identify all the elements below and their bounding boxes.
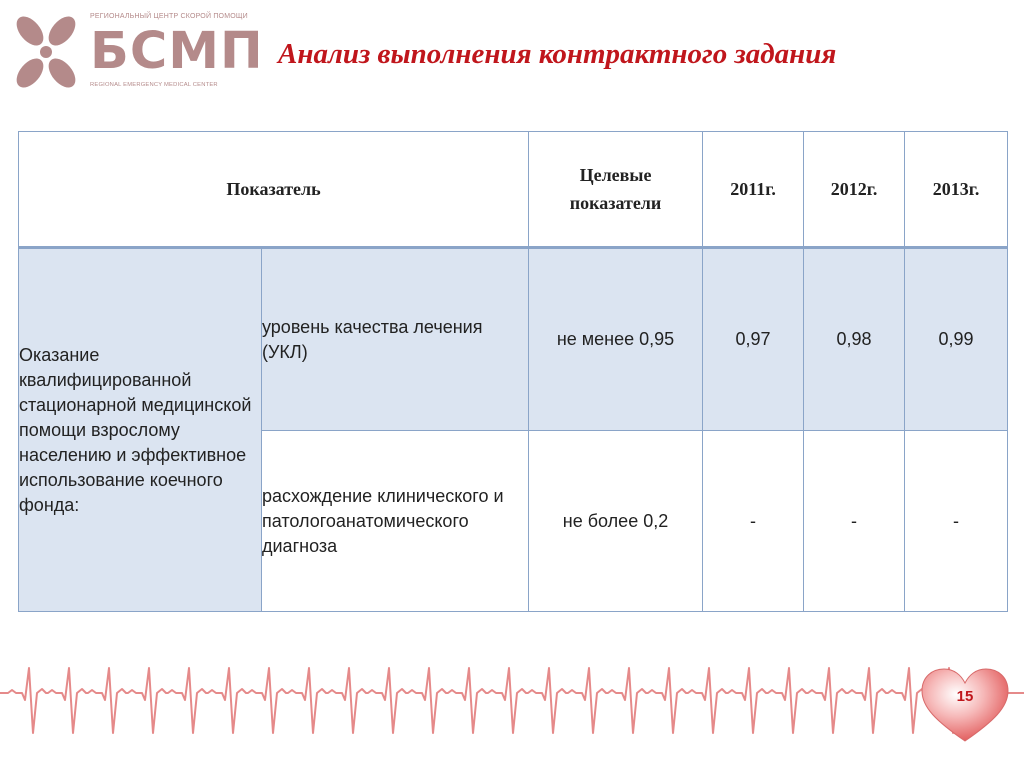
value-2011-cell: - xyxy=(703,431,804,612)
page-number: 15 xyxy=(956,688,974,705)
header-target xyxy=(529,132,703,248)
target-cell: не более 0,2 xyxy=(529,431,703,612)
value-2012-cell: - xyxy=(804,431,905,612)
indicator-cell: расхождение клинического и патологоанатомического диагноза xyxy=(262,431,529,612)
header-2011: 2011г. xyxy=(703,132,804,248)
target-cell: не менее 0,95 xyxy=(529,248,703,431)
header-2012: 2012г. xyxy=(804,132,905,248)
table-row xyxy=(19,248,1008,431)
value-2013-cell: 0,99 xyxy=(905,248,1008,431)
heart-icon xyxy=(918,665,1012,745)
indicator-cell: уровень качества лечения (УКЛ) xyxy=(262,248,529,431)
logo xyxy=(10,12,264,92)
header-target-text: Целевые показатели xyxy=(569,165,662,213)
page-title: Анализ выполнения контрактного задания xyxy=(278,38,837,70)
group-label: Оказание квалифицированной стационарной медицинской помощи взрослому населению и эффективное использование коечного фонда: xyxy=(19,248,262,612)
header-indicator: Показатель xyxy=(19,132,529,248)
x-petals-logo-icon xyxy=(10,12,82,92)
contract-analysis-table xyxy=(18,131,1008,612)
logo-bottom-text: REGIONAL EMERGENCY MEDICAL CENTER xyxy=(90,82,218,88)
header-2013: 2013г. xyxy=(905,132,1008,248)
logo-top-text: РЕГИОНАЛЬНЫЙ ЦЕНТР СКОРОЙ ПОМОЩИ xyxy=(90,13,248,20)
value-2011-cell: 0,97 xyxy=(703,248,804,431)
ecg-line-icon xyxy=(0,656,1024,746)
value-2012-cell: 0,98 xyxy=(804,248,905,431)
table-header-row xyxy=(19,132,1008,248)
value-2013-cell: - xyxy=(905,431,1008,612)
logo-name: БСМП xyxy=(90,22,264,81)
